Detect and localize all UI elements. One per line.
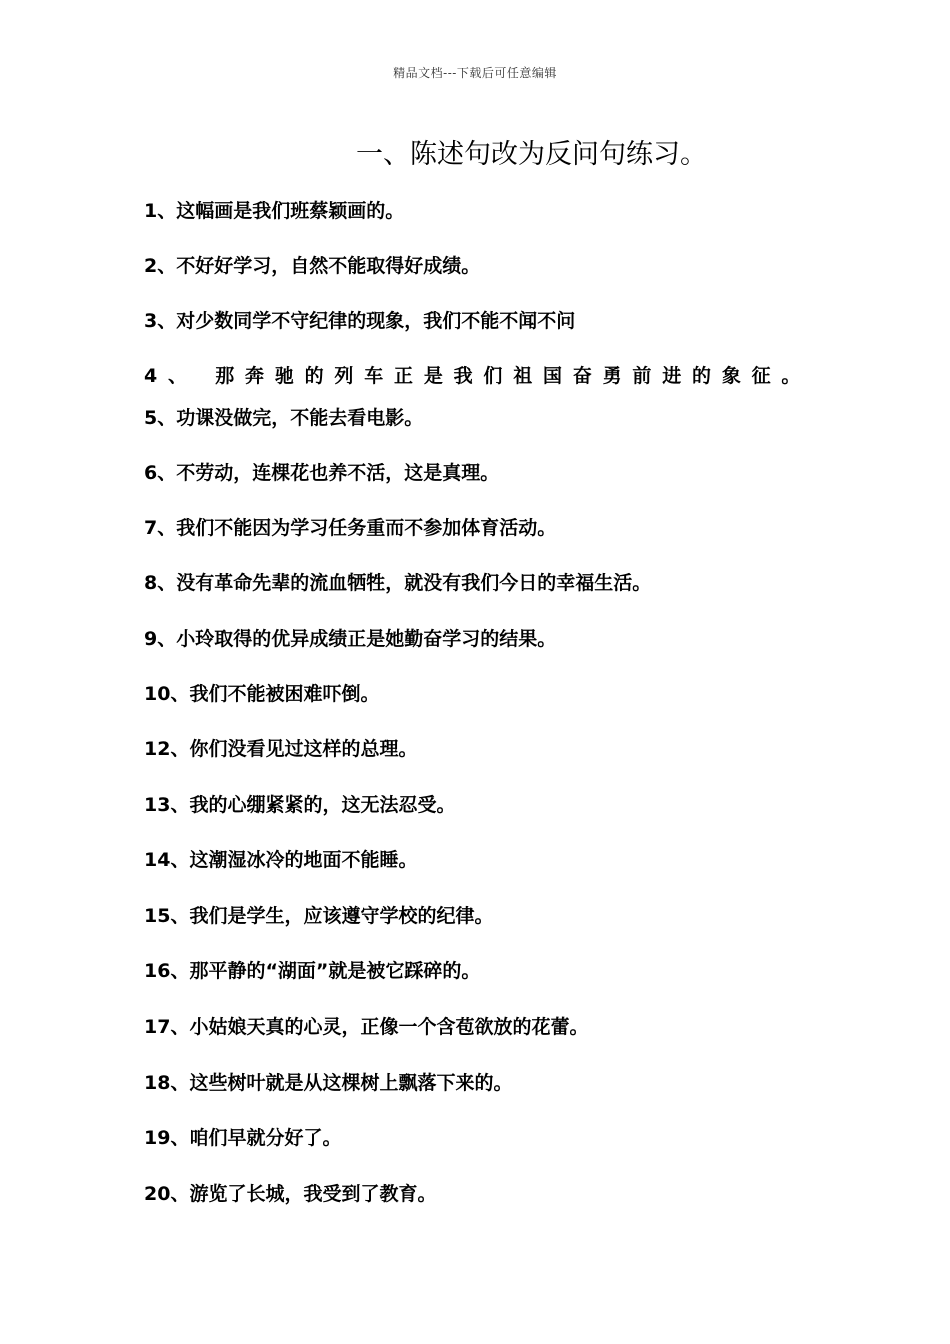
- page-header: 精品文档---下载后可任意编辑: [393, 66, 557, 80]
- exercise-item-12: 12、你们没看见过这样的总理。: [144, 738, 418, 760]
- document-title: 一、陈述句改为反问句练习。: [356, 139, 707, 170]
- exercise-item-16: 16、那平静的“湖面”就是被它踩碎的。: [144, 960, 481, 982]
- exercise-item-1: 1、这幅画是我们班蔡颖画的。: [144, 200, 405, 222]
- exercise-item-3: 3、对少数同学不守纪律的现象，我们不能不闻不问: [144, 310, 576, 332]
- exercise-item-19: 19、咱们早就分好了。: [144, 1127, 342, 1149]
- exercise-item-2: 2、不好好学习，自然不能取得好成绩。: [144, 255, 481, 277]
- exercise-item-17: 17、小姑娘天真的心灵，正像一个含苞欲放的花蕾。: [144, 1016, 589, 1038]
- exercise-item-13: 13、我的心绷紧紧的，这无法忍受。: [144, 794, 456, 816]
- exercise-item-7: 7、我们不能因为学习任务重而不参加体育活动。: [144, 517, 557, 539]
- exercise-item-5: 5、功课没做完，不能去看电影。: [144, 407, 424, 429]
- exercise-item-6: 6、不劳动，连棵花也养不活，这是真理。: [144, 462, 500, 484]
- exercise-item-15: 15、我们是学生，应该遵守学校的纪律。: [144, 905, 494, 927]
- exercise-item-18: 18、这些树叶就是从这棵树上飘落下来的。: [144, 1072, 513, 1094]
- exercise-item-8: 8、没有革命先辈的流血牺牲，就没有我们今日的幸福生活。: [144, 572, 652, 594]
- exercise-item-14: 14、这潮湿冰冷的地面不能睡。: [144, 849, 418, 871]
- exercise-item-9: 9、小玲取得的优异成绩正是她勤奋学习的结果。: [144, 628, 557, 650]
- exercise-item-10: 10、我们不能被困难吓倒。: [144, 683, 380, 705]
- exercise-item-20: 20、游览了长城，我受到了教育。: [144, 1183, 437, 1205]
- exercise-item-4: 4、 那奔驰的列车正是我们祖国奋勇前进的象征。: [144, 365, 812, 387]
